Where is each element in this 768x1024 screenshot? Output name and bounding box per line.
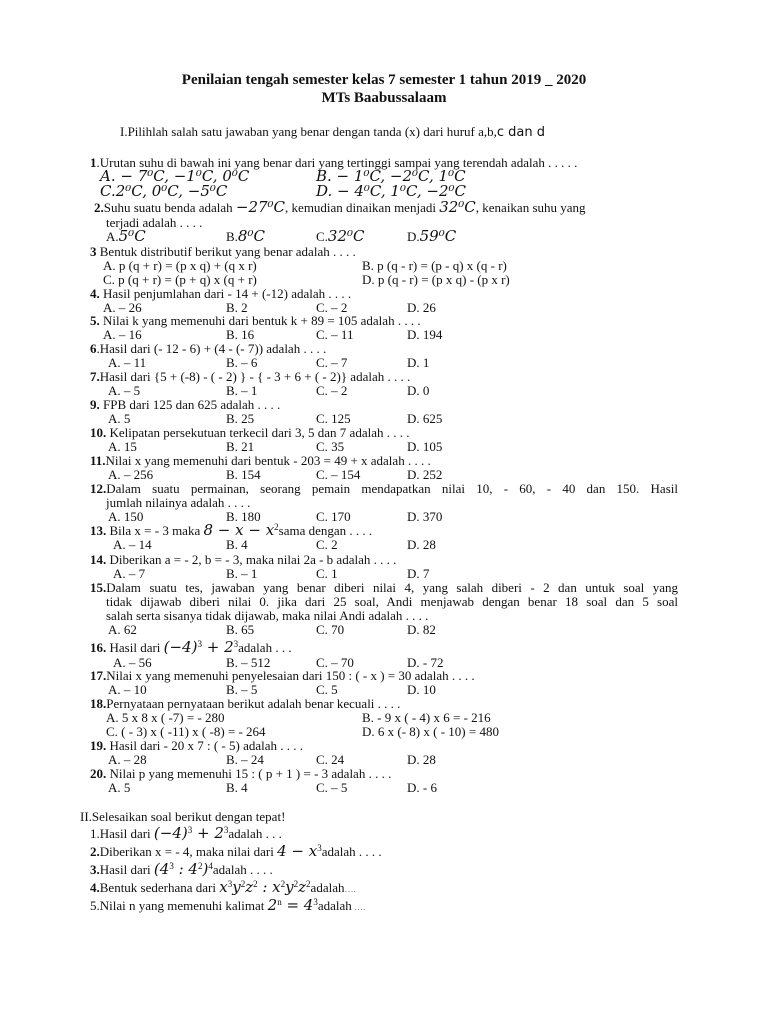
- question-6: 6.Hasil dari (- 12 - 6) + (4 - (- 7)) adalah . . . .: [90, 341, 327, 356]
- q6-option-a: A. – 11: [108, 355, 147, 370]
- q14-option-c: C. 1: [316, 566, 338, 581]
- q4-option-d: D. 26: [407, 300, 436, 315]
- q5-option-b: B. 16: [226, 327, 255, 342]
- q15-option-a: A. 62: [108, 622, 137, 637]
- q2-option-a: A.5⁰C: [106, 227, 146, 245]
- q20-option-a: A. 5: [108, 780, 131, 795]
- q16-option-b: B. – 512: [226, 655, 271, 670]
- q18-option-d: D. 6 x (- 8) x ( - 10) = 480: [362, 724, 499, 739]
- q14-option-a: A. – 7: [113, 566, 146, 581]
- q6-option-c: C. – 7: [316, 355, 348, 370]
- essay-1: 1.Hasil dari $(-4)^3$ + $2^3adalah$ . . .: [90, 824, 282, 842]
- q7-option-b: B. – 1: [226, 383, 258, 398]
- q17-option-d: D. 10: [407, 682, 436, 697]
- question-16: 16. Hasil dari $(-4)^3$ + $2^3adalah$ . . .: [90, 638, 292, 656]
- question-15-line3: salah serta sisanya tidak dijawab, maka nilai Andi adalah . . . .: [106, 608, 429, 623]
- q11-option-c: C. – 154: [316, 467, 361, 482]
- question-7: 7.Hasil dari {5 + (-8) - ( - 2) } - { - 3 + 6 + ( - 2)} adalah . . . .: [90, 369, 411, 384]
- q4-option-b: B. 2: [226, 300, 248, 315]
- q20-option-c: C. – 5: [316, 780, 348, 795]
- q14-option-d: D. 7: [407, 566, 430, 581]
- question-17: 17.Nilai x yang memenuhi penyelesaian dari 150 : ( - x ) = 30 adalah . . . .: [90, 668, 475, 683]
- q15-option-b: B. 65: [226, 622, 255, 637]
- q2-option-b: B.8⁰C: [226, 227, 265, 245]
- q12-option-c: C. 170: [316, 509, 351, 524]
- q18-option-b: B. - 9 x ( - 4) x 6 = - 216: [362, 710, 491, 725]
- q13-option-b: B. 4: [226, 537, 248, 552]
- q13-option-d: D. 28: [407, 537, 436, 552]
- q19-option-d: D. 28: [407, 752, 436, 767]
- q14-option-b: B. – 1: [226, 566, 258, 581]
- essay-5: 5.Nilai n yang memenuhi kalimat $2^n$ = $4^3adalah$ ….: [90, 896, 366, 914]
- q3-option-d: D. p (q - r) = (p x q) - (p x r): [362, 272, 510, 287]
- question-15: 15.Dalam suatu tes, jawaban yang benar diberi nilai 4, yang salah diberi - 2 dan untuk soal yang: [90, 580, 678, 595]
- q20-option-d: D. - 6: [407, 780, 437, 795]
- q17-option-b: B. – 5: [226, 682, 258, 697]
- q18-option-c: C. ( - 3) x ( -11) x ( -8) = - 264: [106, 724, 266, 739]
- question-2: 2.Suhu suatu benda adalah −27⁰C, kemudian dinaikan menjadi 32⁰C, kenaikan suhu yang: [94, 198, 586, 216]
- q16-option-d: D. - 72: [407, 655, 444, 670]
- q4-option-a: A. – 26: [103, 300, 142, 315]
- q11-option-b: B. 154: [226, 467, 261, 482]
- q7-option-d: D. 0: [407, 383, 430, 398]
- q1-option-c: C.2⁰C, 0⁰C, −5⁰C: [100, 182, 228, 200]
- q19-option-c: C. 24: [316, 752, 345, 767]
- q20-option-b: B. 4: [226, 780, 248, 795]
- q17-option-a: A. – 10: [108, 682, 147, 697]
- q2-option-d: D.59⁰C: [407, 227, 457, 245]
- q3-option-b: B. p (q - r) = (p - q) x (q - r): [362, 258, 507, 273]
- q17-option-c: C. 5: [316, 682, 338, 697]
- q15-option-c: C. 70: [316, 622, 345, 637]
- question-2-line2: terjadi adalah . . . .: [106, 215, 203, 230]
- q10-option-a: A. 15: [108, 439, 137, 454]
- q13-option-c: C. 2: [316, 537, 338, 552]
- q9-option-d: D. 625: [407, 411, 443, 426]
- q9-option-b: B. 25: [226, 411, 255, 426]
- q12-option-d: D. 370: [407, 509, 443, 524]
- q3-option-a: A. p (q + r) = (p x q) + (q x r): [103, 258, 257, 273]
- q6-option-b: B. – 6: [226, 355, 258, 370]
- q2-option-c: C.32⁰C: [316, 227, 365, 245]
- q9-option-a: A. 5: [108, 411, 131, 426]
- question-12: 12.Dalam suatu permainan, seorang pemain mendapatkan nilai 10, - 60, - 40 dan 150. Hasil: [90, 481, 678, 496]
- question-18: 18.Pernyataan pernyataan berikut adalah benar kecuali . . . .: [90, 696, 401, 711]
- q12-option-a: A. 150: [108, 509, 144, 524]
- q3-option-c: C. p (q + r) = (p + q) x (q + r): [103, 272, 257, 287]
- question-5: 5. Nilai k yang memenuhi dari bentuk k + 89 = 105 adalah . . . .: [90, 313, 421, 328]
- question-9: 9. FPB dari 125 dan 625 adalah . . . .: [90, 397, 281, 412]
- q7-option-a: A. – 5: [108, 383, 141, 398]
- q7-option-c: C. – 2: [316, 383, 348, 398]
- question-10: 10. Kelipatan persekutuan terkecil dari 3, 5 dan 7 adalah . . . .: [90, 425, 410, 440]
- question-11: 11.Nilai x yang memenuhi dari bentuk - 203 = 49 + x adalah . . . .: [90, 453, 431, 468]
- section2-instruction: II.Selesaikan soal berikut dengan tepat!: [80, 809, 286, 824]
- q6-option-d: D. 1: [407, 355, 430, 370]
- school-name: MTs Baabussalaam: [321, 90, 447, 106]
- question-1: 1.Urutan suhu di bawah ini yang benar dari yang tertinggi sampai yang terendah adalah . . . . .: [90, 155, 578, 170]
- q16-option-a: A. – 56: [113, 655, 152, 670]
- essay-4: 4.Bentuk sederhana dari $x^3y^2z^2$ : $x^2y^2z^2adalah\dots$.: [90, 878, 356, 896]
- q19-option-a: A. – 28: [108, 752, 147, 767]
- exam-title: Penilaian tengah semester kelas 7 semester 1 tahun 2019 _ 2020: [181, 72, 587, 88]
- q12-option-b: B. 180: [226, 509, 261, 524]
- question-13: 13. Bila x = - 3 maka $8 - x - x^2sama$ dengan . . . .: [90, 521, 373, 539]
- q10-option-c: C. 35: [316, 439, 345, 454]
- q10-option-d: D. 105: [407, 439, 443, 454]
- question-14: 14. Diberikan a = - 2, b = - 3, maka nilai 2a - b adalah . . . .: [90, 552, 397, 567]
- q1-option-b: B. − 1⁰C, −2⁰C, 1⁰C: [316, 167, 466, 185]
- q16-option-c: C. – 70: [316, 655, 354, 670]
- q5-option-d: D. 194: [407, 327, 443, 342]
- q18-option-a: A. 5 x 8 x ( -7) = - 280: [106, 710, 225, 725]
- q9-option-c: C. 125: [316, 411, 351, 426]
- q19-option-b: B. – 24: [226, 752, 264, 767]
- question-19: 19. Hasil dari - 20 x 7 : ( - 5) adalah . . . .: [90, 738, 304, 753]
- q1-option-d: D. − 4⁰C, 1⁰C, −2⁰C: [316, 182, 467, 200]
- essay-2: 2.Diberikan x = - 4, maka nilai dari $4 - x^3adalah$ . . . .: [90, 842, 382, 860]
- question-12-line2: jumlah nilainya adalah . . . .: [106, 495, 251, 510]
- question-3: 3 Bentuk distributif berikut yang benar adalah . . . .: [90, 244, 356, 259]
- q5-option-a: A. – 16: [103, 327, 142, 342]
- q4-option-c: C. – 2: [316, 300, 348, 315]
- q13-option-a: A. – 14: [113, 537, 152, 552]
- q11-option-a: A. – 256: [108, 467, 154, 482]
- q15-option-d: D. 82: [407, 622, 436, 637]
- section1-instruction: I.Pilihlah salah satu jawaban yang benar dengan tanda (x) dari huruf a,b,c dan d: [120, 124, 545, 140]
- q1-option-a: A. − 7⁰C, −1⁰C, 0⁰C: [100, 167, 250, 185]
- q5-option-c: C. – 11: [316, 327, 354, 342]
- question-20: 20. Nilai p yang memenuhi 15 : ( p + 1 ) = - 3 adalah . . . .: [90, 766, 392, 781]
- question-4: 4. Hasil penjumlahan dari - 14 + (-12) adalah . . . .: [90, 286, 352, 301]
- essay-3: 3.Hasil dari ($4^3$ : $4^2)^4adalah$ . . . .: [90, 860, 273, 878]
- question-15-line2: tidak dijawab diberi nilai 0. jika dari 25 soal, Andi menjawab dengan benar 18 soal dan 5 soal: [106, 594, 678, 609]
- q11-option-d: D. 252: [407, 467, 443, 482]
- q10-option-b: B. 21: [226, 439, 255, 454]
